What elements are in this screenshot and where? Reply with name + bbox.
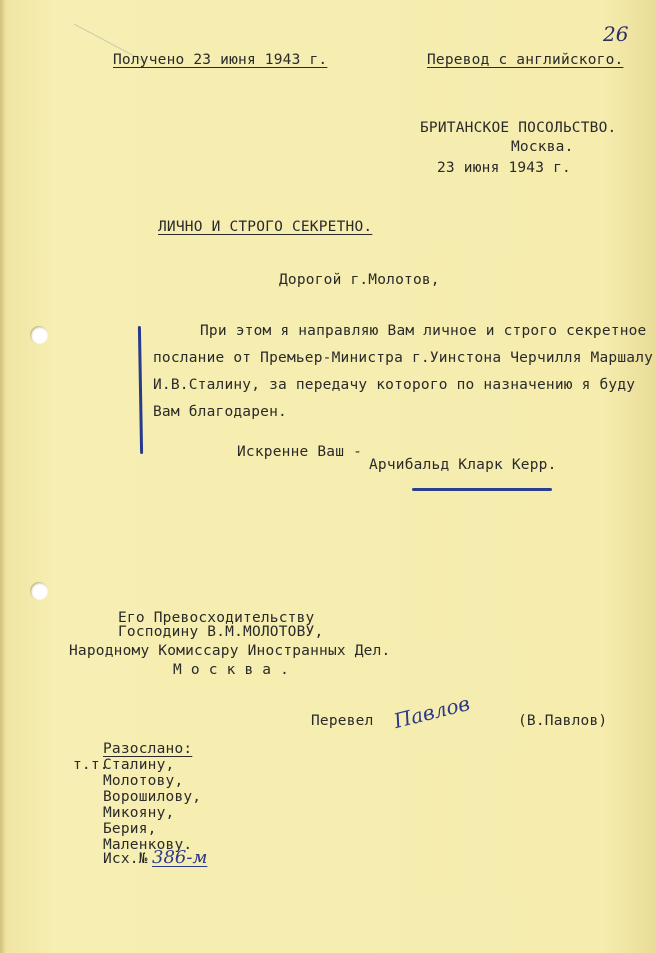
addressee-line: Народному Комиссару Иностранных Дел. — [69, 643, 391, 659]
closing: Искренне Ваш - — [237, 444, 363, 460]
body-line: Вам благодарен. — [153, 404, 287, 420]
received-date: Получено 23 июня 1943 г. — [113, 52, 328, 68]
paper-edge — [0, 0, 6, 953]
translator-name: (В.Павлов) — [518, 713, 608, 729]
punch-hole — [30, 582, 48, 600]
page-number: 26 — [603, 22, 629, 46]
distribution-recipient: Берия, — [103, 821, 157, 837]
addressee-line: Его Превосходительству — [118, 610, 315, 626]
distribution-recipient: Маленкову. — [103, 837, 193, 853]
body-line: При этом я направляю Вам личное и строго секретное — [200, 323, 647, 339]
sender-org: БРИТАНСКОЕ ПОСОЛЬСТВО. — [420, 120, 617, 136]
punch-hole — [30, 326, 48, 344]
signature-underline — [412, 488, 552, 491]
distribution-prefix: т.т. — [73, 757, 109, 773]
addressee-line: М о с к в а . — [173, 662, 290, 678]
signatory: Арчибальд Кларк Керр. — [369, 457, 557, 473]
classification: ЛИЧНО И СТРОГО СЕКРЕТНО. — [158, 219, 373, 235]
distribution-heading: Разослано: — [103, 741, 193, 757]
body-line: послание от Премьер-Министра г.Уинстона Черчилля Маршалу — [153, 350, 654, 366]
translation-note: Перевод с английского. — [427, 52, 624, 68]
sender-city: Москва. — [511, 139, 574, 155]
distribution-recipient: Ворошилову, — [103, 789, 202, 805]
sender-date: 23 июня 1943 г. — [437, 160, 571, 176]
outgoing-label: Исх.№ — [103, 851, 148, 867]
distribution-recipient: Молотову, — [103, 773, 184, 789]
distribution-recipient: Микояну, — [103, 805, 175, 821]
translator-signature: Павлов — [391, 690, 473, 734]
addressee-line: Господину В.М.МОЛОТОВУ, — [118, 624, 324, 640]
outgoing-number: 386-м — [152, 847, 208, 868]
body-line: И.В.Сталину, за передачу которого по назначению я буду — [153, 377, 636, 393]
salutation: Дорогой г.Молотов, — [279, 272, 440, 288]
margin-mark — [138, 326, 143, 454]
translator-label: Перевел — [311, 713, 374, 729]
distribution-recipient: Сталину, — [103, 757, 175, 773]
